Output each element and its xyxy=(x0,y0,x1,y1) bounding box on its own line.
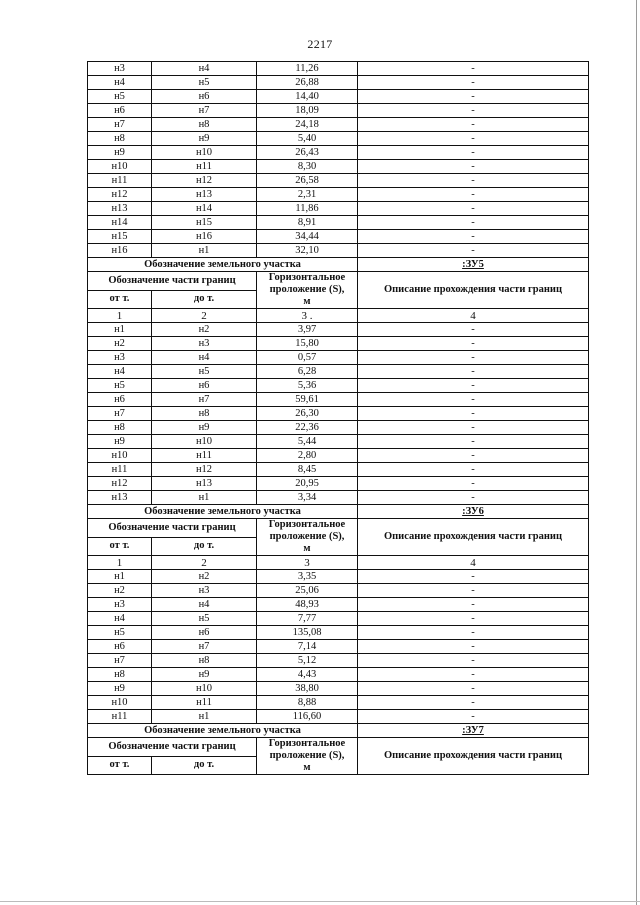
continued-table-row xyxy=(88,230,589,244)
horizontal-header-line: м xyxy=(303,543,311,554)
description-cell: - xyxy=(358,570,589,584)
to-point-cell: н1 xyxy=(152,710,257,724)
description-cell: - xyxy=(358,337,589,351)
description-cell: - xyxy=(358,463,589,477)
to-point-cell: н11 xyxy=(152,160,257,174)
distance-cell: 8,45 xyxy=(257,463,358,477)
description-cell: - xyxy=(358,230,589,244)
distance-cell: 8,91 xyxy=(257,216,358,230)
continued-table-row xyxy=(88,216,589,230)
from-point-cell: н8 xyxy=(88,132,152,146)
to-point-cell: н6 xyxy=(152,626,257,640)
description-cell: - xyxy=(358,216,589,230)
column-header-row xyxy=(88,738,589,757)
from-point-cell: н1 xyxy=(88,570,152,584)
description-cell: - xyxy=(358,654,589,668)
distance-cell: 32,10 xyxy=(257,244,358,258)
col-number-1: 1 xyxy=(88,309,152,323)
description-cell: - xyxy=(358,174,589,188)
from-point-cell: н11 xyxy=(88,174,152,188)
distance-cell: 14,40 xyxy=(257,90,358,104)
description-cell: - xyxy=(358,146,589,160)
to-header: до т. xyxy=(152,756,257,775)
table-row xyxy=(88,640,589,654)
from-point-cell: н2 xyxy=(88,584,152,598)
distance-cell: 7,77 xyxy=(257,612,358,626)
from-point-cell: н13 xyxy=(88,491,152,505)
description-cell: - xyxy=(358,132,589,146)
to-point-cell: н13 xyxy=(152,477,257,491)
from-point-cell: н9 xyxy=(88,146,152,160)
from-point-cell: н9 xyxy=(88,682,152,696)
scan-edge-line xyxy=(636,0,637,905)
to-point-cell: н16 xyxy=(152,230,257,244)
from-point-cell: н16 xyxy=(88,244,152,258)
plot-label-row xyxy=(88,258,589,272)
from-point-cell: н15 xyxy=(88,230,152,244)
table-row xyxy=(88,570,589,584)
to-point-cell: н10 xyxy=(152,435,257,449)
to-point-cell: н5 xyxy=(152,365,257,379)
column-number-row xyxy=(88,556,589,570)
table-row xyxy=(88,337,589,351)
distance-cell: 26,30 xyxy=(257,407,358,421)
description-cell: - xyxy=(358,379,589,393)
table-row xyxy=(88,696,589,710)
continued-table-row xyxy=(88,62,589,76)
description-cell: - xyxy=(358,76,589,90)
parts-header: Обозначение части границ xyxy=(88,738,257,757)
description-cell: - xyxy=(358,710,589,724)
distance-cell: 18,09 xyxy=(257,104,358,118)
to-point-cell: н8 xyxy=(152,654,257,668)
parts-header: Обозначение части границ xyxy=(88,272,257,291)
continued-table-row xyxy=(88,118,589,132)
to-point-cell: н7 xyxy=(152,393,257,407)
from-point-cell: н6 xyxy=(88,393,152,407)
table-row xyxy=(88,477,589,491)
continued-table-row xyxy=(88,202,589,216)
description-cell: - xyxy=(358,118,589,132)
description-cell: - xyxy=(358,477,589,491)
table-row xyxy=(88,449,589,463)
to-point-cell: н4 xyxy=(152,598,257,612)
distance-cell: 116,60 xyxy=(257,710,358,724)
distance-cell: 59,61 xyxy=(257,393,358,407)
continued-table-row xyxy=(88,104,589,118)
to-point-cell: н3 xyxy=(152,584,257,598)
plot-id: :ЗУ6 xyxy=(358,505,589,519)
distance-cell: 11,86 xyxy=(257,202,358,216)
table-row xyxy=(88,710,589,724)
distance-cell: 2,80 xyxy=(257,449,358,463)
distance-cell: 26,58 xyxy=(257,174,358,188)
distance-cell: 5,44 xyxy=(257,435,358,449)
horizontal-header-line: проложение (S), xyxy=(269,531,345,542)
description-cell: - xyxy=(358,491,589,505)
from-point-cell: н6 xyxy=(88,104,152,118)
description-cell: - xyxy=(358,365,589,379)
from-point-cell: н1 xyxy=(88,323,152,337)
table-row xyxy=(88,323,589,337)
from-point-cell: н8 xyxy=(88,421,152,435)
to-point-cell: н2 xyxy=(152,570,257,584)
to-header: до т. xyxy=(152,537,257,556)
table-row xyxy=(88,584,589,598)
to-point-cell: н11 xyxy=(152,449,257,463)
distance-cell: 22,36 xyxy=(257,421,358,435)
description-cell: - xyxy=(358,104,589,118)
table-row xyxy=(88,435,589,449)
horizontal-header-line: Горизонтальное xyxy=(268,272,346,283)
plot-label-row xyxy=(88,724,589,738)
horizontal-header-line: Горизонтальное xyxy=(268,738,346,749)
from-point-cell: н2 xyxy=(88,337,152,351)
to-point-cell: н6 xyxy=(152,90,257,104)
distance-cell: 48,93 xyxy=(257,598,358,612)
from-point-cell: н13 xyxy=(88,202,152,216)
continued-table-row xyxy=(88,188,589,202)
from-point-cell: н12 xyxy=(88,188,152,202)
from-point-cell: н5 xyxy=(88,626,152,640)
to-point-cell: н11 xyxy=(152,696,257,710)
description-header: Описание прохождения части границ xyxy=(358,272,589,309)
distance-cell: 6,28 xyxy=(257,365,358,379)
col-number-4: 4 xyxy=(358,556,589,570)
distance-cell: 0,57 xyxy=(257,351,358,365)
column-header-row xyxy=(88,272,589,291)
distance-cell: 26,88 xyxy=(257,76,358,90)
from-point-cell: н11 xyxy=(88,463,152,477)
to-point-cell: н13 xyxy=(152,188,257,202)
description-cell: - xyxy=(358,351,589,365)
description-header: Описание прохождения части границ xyxy=(358,738,589,775)
from-point-cell: н5 xyxy=(88,90,152,104)
to-point-cell: н5 xyxy=(152,612,257,626)
continued-table-row xyxy=(88,160,589,174)
page-number: 2217 xyxy=(307,37,333,51)
to-point-cell: н15 xyxy=(152,216,257,230)
from-point-cell: н7 xyxy=(88,654,152,668)
from-point-cell: н3 xyxy=(88,351,152,365)
from-point-cell: н14 xyxy=(88,216,152,230)
description-cell: - xyxy=(358,598,589,612)
continued-table-row xyxy=(88,132,589,146)
to-point-cell: н1 xyxy=(152,244,257,258)
from-point-cell: н4 xyxy=(88,76,152,90)
continued-table-row xyxy=(88,90,589,104)
table-row xyxy=(88,612,589,626)
from-point-cell: н12 xyxy=(88,477,152,491)
distance-cell: 5,40 xyxy=(257,132,358,146)
horizontal-distance-header xyxy=(257,519,358,556)
from-point-cell: н7 xyxy=(88,407,152,421)
from-point-cell: н6 xyxy=(88,640,152,654)
distance-cell: 7,14 xyxy=(257,640,358,654)
horizontal-header-line: Горизонтальное xyxy=(268,519,346,530)
table-row xyxy=(88,626,589,640)
from-point-cell: н11 xyxy=(88,710,152,724)
to-point-cell: н12 xyxy=(152,174,257,188)
distance-cell: 3,97 xyxy=(257,323,358,337)
description-cell: - xyxy=(358,682,589,696)
description-cell: - xyxy=(358,584,589,598)
from-point-cell: н9 xyxy=(88,435,152,449)
description-cell: - xyxy=(358,202,589,216)
to-point-cell: н7 xyxy=(152,104,257,118)
from-point-cell: н8 xyxy=(88,668,152,682)
plot-label: Обозначение земельного участка xyxy=(88,724,358,738)
distance-cell: 15,80 xyxy=(257,337,358,351)
horizontal-distance-header xyxy=(257,272,358,309)
table-row xyxy=(88,682,589,696)
horizontal-header-line: м xyxy=(303,762,311,773)
plot-label: Обозначение земельного участка xyxy=(88,505,358,519)
to-point-cell: н5 xyxy=(152,76,257,90)
from-point-cell: н4 xyxy=(88,365,152,379)
from-point-cell: н4 xyxy=(88,612,152,626)
description-cell: - xyxy=(358,323,589,337)
boundary-table-body xyxy=(88,62,589,775)
distance-cell: 11,26 xyxy=(257,62,358,76)
table-row xyxy=(88,463,589,477)
table-row xyxy=(88,393,589,407)
distance-cell: 24,18 xyxy=(257,118,358,132)
col-number-1: 1 xyxy=(88,556,152,570)
description-cell: - xyxy=(358,160,589,174)
horizontal-distance-header xyxy=(257,738,358,775)
description-cell: - xyxy=(358,393,589,407)
plot-id: :ЗУ5 xyxy=(358,258,589,272)
distance-cell: 26,43 xyxy=(257,146,358,160)
scan-bottom-line xyxy=(0,901,640,902)
from-header: от т. xyxy=(88,290,152,309)
distance-cell: 8,88 xyxy=(257,696,358,710)
to-point-cell: н6 xyxy=(152,379,257,393)
to-point-cell: н9 xyxy=(152,421,257,435)
horizontal-header-line: м xyxy=(303,296,311,307)
distance-cell: 4,43 xyxy=(257,668,358,682)
to-point-cell: н3 xyxy=(152,337,257,351)
table-row xyxy=(88,491,589,505)
description-cell: - xyxy=(358,612,589,626)
col-number-2: 2 xyxy=(152,309,257,323)
to-point-cell: н9 xyxy=(152,132,257,146)
distance-cell: 2,31 xyxy=(257,188,358,202)
to-point-cell: н10 xyxy=(152,146,257,160)
from-header: от т. xyxy=(88,756,152,775)
from-point-cell: н10 xyxy=(88,160,152,174)
plot-label-row xyxy=(88,505,589,519)
column-number-row xyxy=(88,309,589,323)
description-cell: - xyxy=(358,407,589,421)
from-header: от т. xyxy=(88,537,152,556)
description-cell: - xyxy=(358,62,589,76)
description-cell: - xyxy=(358,449,589,463)
to-point-cell: н1 xyxy=(152,491,257,505)
distance-cell: 8,30 xyxy=(257,160,358,174)
table-row xyxy=(88,654,589,668)
from-point-cell: н10 xyxy=(88,449,152,463)
plot-id: :ЗУ7 xyxy=(358,724,589,738)
col-number-2: 2 xyxy=(152,556,257,570)
col-number-3: 3 xyxy=(257,556,358,570)
col-number-4: 4 xyxy=(358,309,589,323)
table-row xyxy=(88,598,589,612)
description-header: Описание прохождения части границ xyxy=(358,519,589,556)
from-point-cell: н3 xyxy=(88,62,152,76)
from-point-cell: н10 xyxy=(88,696,152,710)
column-header-row xyxy=(88,519,589,538)
to-point-cell: н4 xyxy=(152,351,257,365)
to-point-cell: н7 xyxy=(152,640,257,654)
horizontal-header-line: проложение (S), xyxy=(269,750,345,761)
table-row xyxy=(88,407,589,421)
from-point-cell: н7 xyxy=(88,118,152,132)
description-cell: - xyxy=(358,696,589,710)
description-cell: - xyxy=(358,435,589,449)
table-row xyxy=(88,421,589,435)
table-row xyxy=(88,668,589,682)
continued-table-row xyxy=(88,244,589,258)
distance-cell: 38,80 xyxy=(257,682,358,696)
distance-cell: 34,44 xyxy=(257,230,358,244)
table-row xyxy=(88,351,589,365)
description-cell: - xyxy=(358,626,589,640)
description-cell: - xyxy=(358,188,589,202)
plot-label: Обозначение земельного участка xyxy=(88,258,358,272)
horizontal-header-line: проложение (S), xyxy=(269,284,345,295)
to-point-cell: н8 xyxy=(152,407,257,421)
distance-cell: 5,12 xyxy=(257,654,358,668)
table-row xyxy=(88,365,589,379)
parts-header: Обозначение части границ xyxy=(88,519,257,538)
distance-cell: 20,95 xyxy=(257,477,358,491)
distance-cell: 3,34 xyxy=(257,491,358,505)
continued-table-row xyxy=(88,76,589,90)
col-number-3: 3 . xyxy=(257,309,358,323)
description-cell: - xyxy=(358,244,589,258)
from-point-cell: н3 xyxy=(88,598,152,612)
to-point-cell: н14 xyxy=(152,202,257,216)
distance-cell: 25,06 xyxy=(257,584,358,598)
distance-cell: 135,08 xyxy=(257,626,358,640)
continued-table-row xyxy=(88,146,589,160)
boundary-table xyxy=(87,61,589,775)
from-point-cell: н5 xyxy=(88,379,152,393)
to-point-cell: н12 xyxy=(152,463,257,477)
distance-cell: 3,35 xyxy=(257,570,358,584)
to-point-cell: н10 xyxy=(152,682,257,696)
distance-cell: 5,36 xyxy=(257,379,358,393)
description-cell: - xyxy=(358,90,589,104)
description-cell: - xyxy=(358,640,589,654)
to-point-cell: н2 xyxy=(152,323,257,337)
table-row xyxy=(88,379,589,393)
description-cell: - xyxy=(358,668,589,682)
to-header: до т. xyxy=(152,290,257,309)
to-point-cell: н4 xyxy=(152,62,257,76)
to-point-cell: н8 xyxy=(152,118,257,132)
to-point-cell: н9 xyxy=(152,668,257,682)
description-cell: - xyxy=(358,421,589,435)
continued-table-row xyxy=(88,174,589,188)
